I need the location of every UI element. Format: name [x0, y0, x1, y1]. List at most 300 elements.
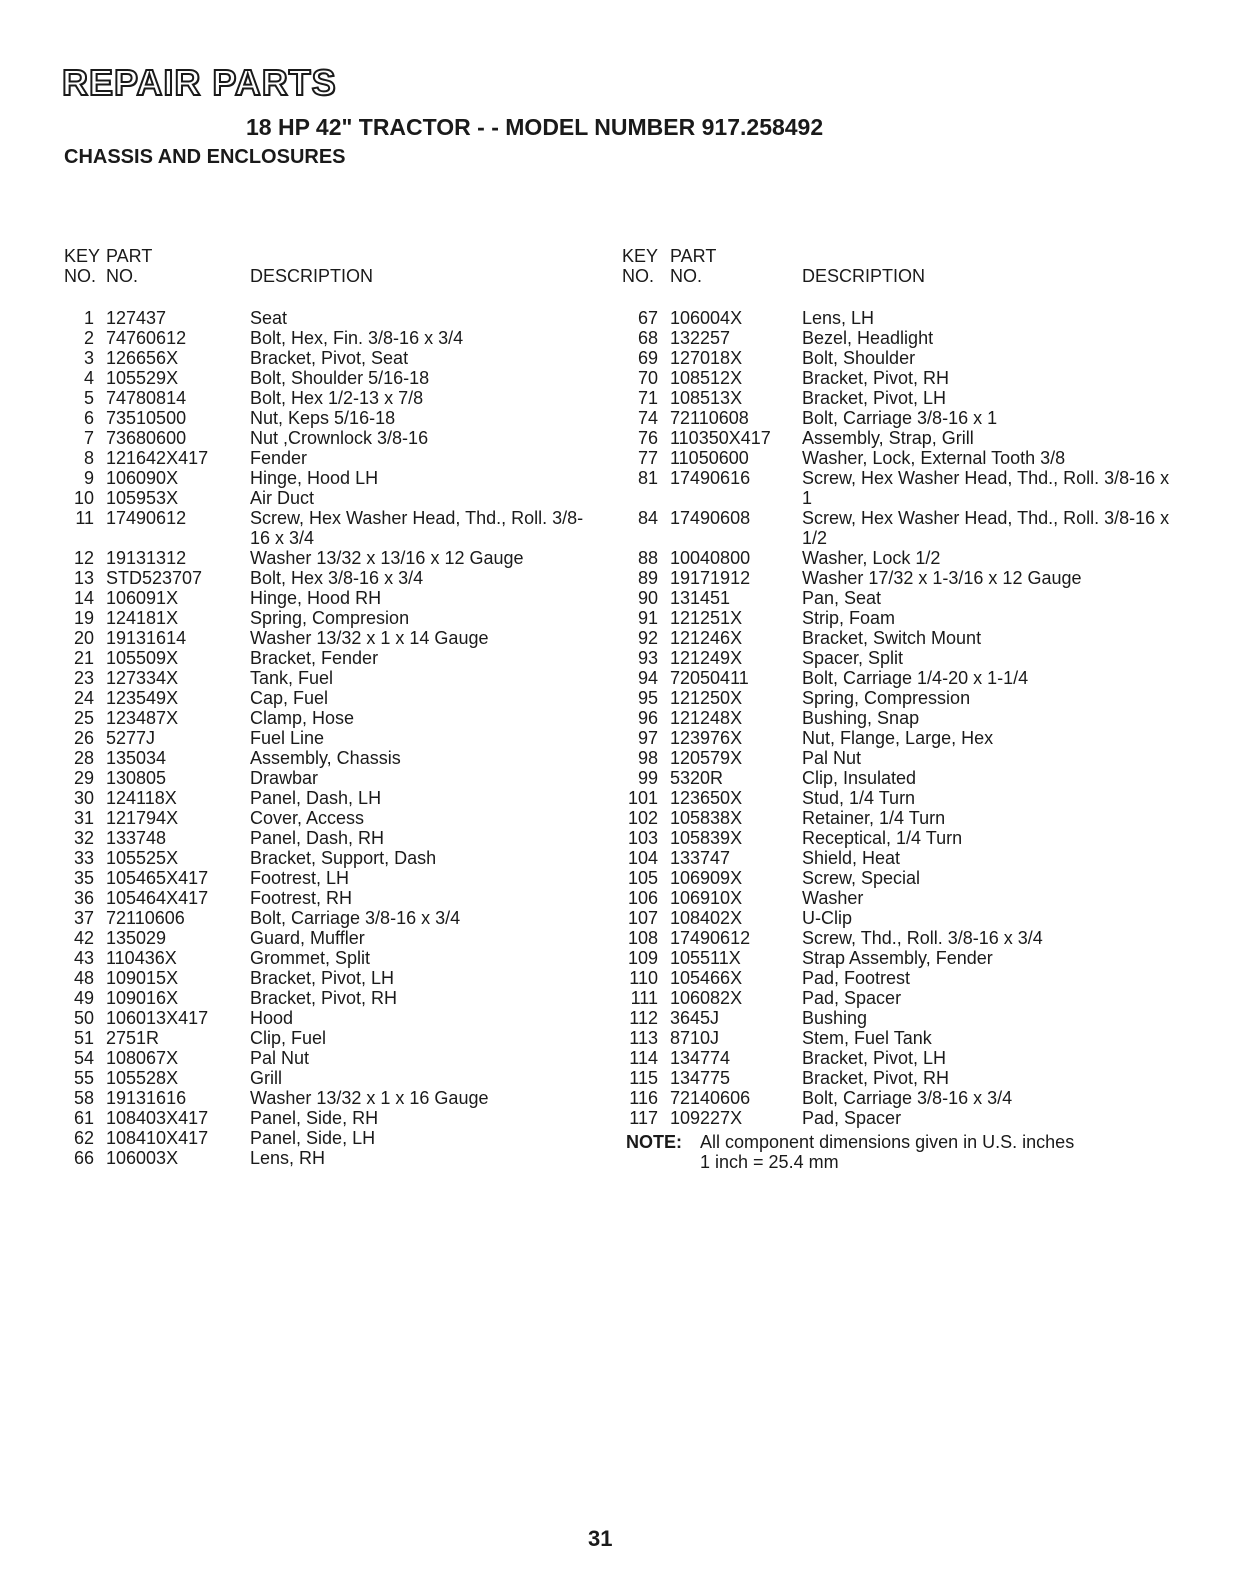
- part-description: Strip, Foam: [802, 608, 896, 628]
- key-number: 42: [73, 928, 94, 948]
- part-description: Lens, RH: [250, 1148, 326, 1168]
- table-row: [64, 648, 624, 668]
- part-number: 19171912: [670, 568, 751, 588]
- key-number: 108: [627, 928, 658, 948]
- table-row: [64, 708, 624, 728]
- key-number: 11: [75, 508, 94, 528]
- key-number: 58: [73, 1088, 94, 1108]
- part-number: 106090X: [106, 468, 179, 488]
- part-description: Bolt, Carriage 3/8-16 x 1: [802, 408, 998, 428]
- table-row: [622, 548, 1182, 568]
- key-number: 29: [73, 768, 94, 788]
- part-description: Hood: [250, 1008, 294, 1028]
- table-row: [622, 948, 1182, 968]
- key-number: 10: [73, 488, 94, 508]
- part-number: 120579X: [670, 748, 743, 768]
- parts-list-right: [622, 308, 1182, 1128]
- part-description: Panel, Side, RH: [250, 1108, 379, 1128]
- part-number: 17490608: [670, 508, 751, 528]
- table-row: [622, 388, 1182, 408]
- table-row: [622, 308, 1182, 328]
- part-description: Clamp, Hose: [250, 708, 355, 728]
- part-number: 134775: [670, 1068, 731, 1088]
- key-number: 23: [73, 668, 94, 688]
- table-row: [64, 1088, 624, 1108]
- key-number: 4: [83, 368, 94, 388]
- part-number: 108513X: [670, 388, 743, 408]
- part-description: Pal Nut: [250, 1048, 310, 1068]
- part-number: 133748: [106, 828, 167, 848]
- key-number: 103: [627, 828, 658, 848]
- table-row: [64, 1048, 624, 1068]
- part-description: Stud, 1/4 Turn: [802, 788, 916, 808]
- table-row: [622, 988, 1182, 1008]
- part-number: 106091X: [106, 588, 179, 608]
- part-number: 110436X: [106, 948, 177, 968]
- part-number: 127018X: [670, 348, 743, 368]
- part-number: 124118X: [106, 788, 177, 808]
- part-number: 131451: [670, 588, 731, 608]
- table-row: [622, 868, 1182, 888]
- part-description: Stem, Fuel Tank: [802, 1028, 932, 1048]
- key-number: 35: [73, 868, 94, 888]
- table-row: [64, 468, 624, 488]
- part-description: Bracket, Pivot, RH: [250, 988, 398, 1008]
- part-number: 106003X: [106, 1148, 179, 1168]
- key-number: 92: [637, 628, 658, 648]
- part-description: Hinge, Hood LH: [250, 468, 379, 488]
- key-number: 111: [630, 988, 658, 1008]
- table-row: [64, 688, 624, 708]
- part-number: 74760612: [106, 328, 187, 348]
- header-key-no: NO.: [64, 266, 97, 286]
- table-row: [64, 828, 624, 848]
- key-number: 32: [73, 828, 94, 848]
- key-number: 54: [73, 1048, 94, 1068]
- part-number: 10040800: [670, 548, 751, 568]
- part-number: 123976X: [670, 728, 743, 748]
- header-part-no: NO.: [670, 266, 703, 286]
- key-number: 3: [83, 348, 94, 368]
- page-number: 31: [588, 1526, 613, 1551]
- part-description: Bolt, Hex, Fin. 3/8-16 x 3/4: [250, 328, 464, 348]
- key-number: 49: [73, 988, 94, 1008]
- part-description: Cap, Fuel: [250, 688, 329, 708]
- table-row: [64, 408, 624, 428]
- part-number: 5320R: [670, 768, 724, 788]
- part-description: Nut, Flange, Large, Hex: [802, 728, 994, 748]
- table-row: [622, 668, 1182, 688]
- key-number: 84: [637, 508, 658, 528]
- part-number: 127437: [106, 308, 167, 328]
- key-number: 69: [637, 348, 658, 368]
- key-number: 30: [73, 788, 94, 808]
- part-number: 123549X: [106, 688, 179, 708]
- key-number: 24: [73, 688, 94, 708]
- table-row: [64, 328, 624, 348]
- table-row: [64, 568, 624, 588]
- part-number: 123487X: [106, 708, 179, 728]
- part-description: Grill: [250, 1068, 282, 1088]
- part-number: 19131616: [106, 1088, 187, 1108]
- table-row: [64, 428, 624, 448]
- header-key: KEY: [622, 246, 659, 266]
- part-number: 2751R: [106, 1028, 160, 1048]
- table-row: [64, 488, 624, 508]
- part-description: Tank, Fuel: [250, 668, 334, 688]
- part-description: Drawbar: [250, 768, 319, 788]
- part-number: 121250X: [670, 688, 743, 708]
- part-description: Washer: [802, 888, 864, 908]
- key-number: 102: [627, 808, 658, 828]
- part-description: Fender: [250, 448, 308, 468]
- model-title: 18 HP 42" TRACTOR - - MODEL NUMBER 917.258492: [246, 114, 824, 140]
- part-number: 108067X: [106, 1048, 179, 1068]
- table-row: [64, 908, 624, 928]
- part-number: 130805: [106, 768, 167, 788]
- table-row: [622, 728, 1182, 748]
- key-number: 7: [83, 428, 94, 448]
- part-number: 106082X: [670, 988, 743, 1008]
- key-number: 19: [73, 608, 94, 628]
- part-number: 105465X417: [106, 868, 209, 888]
- table-row: [622, 688, 1182, 708]
- key-number: 101: [627, 788, 658, 808]
- part-description: Screw, Special: [802, 868, 921, 888]
- table-row: [622, 1108, 1182, 1128]
- table-row: [64, 668, 624, 688]
- part-description: Pan, Seat: [802, 588, 882, 608]
- part-description: Washer 13/32 x 1 x 14 Gauge: [250, 628, 489, 648]
- part-number: 135034: [106, 748, 167, 768]
- header-description: DESCRIPTION: [802, 266, 926, 286]
- key-number: 48: [73, 968, 94, 988]
- part-description: Bracket, Support, Dash: [250, 848, 437, 868]
- part-description: Bolt, Shoulder: [802, 348, 916, 368]
- part-number: 72110606: [106, 908, 185, 928]
- part-number: 17490612: [670, 928, 751, 948]
- part-description: Hinge, Hood RH: [250, 588, 382, 608]
- key-number: 6: [83, 408, 94, 428]
- table-row: [64, 748, 624, 768]
- part-description: U-Clip: [802, 908, 853, 928]
- part-number: 8710J: [670, 1028, 720, 1048]
- part-description: Panel, Side, LH: [250, 1128, 376, 1148]
- part-description: Washer 13/32 x 1 x 16 Gauge: [250, 1088, 489, 1108]
- table-row: [64, 608, 624, 628]
- table-row: [64, 888, 624, 908]
- key-number: 14: [73, 588, 94, 608]
- part-description: Grommet, Split: [250, 948, 371, 968]
- table-row: [622, 608, 1182, 628]
- table-row: [64, 788, 624, 808]
- table-row: [622, 768, 1182, 788]
- part-number: 11050600: [670, 448, 749, 468]
- part-description: Retainer, 1/4 Turn: [802, 808, 946, 828]
- part-description: Bolt, Hex 1/2-13 x 7/8: [250, 388, 424, 408]
- header-part: PART: [106, 246, 153, 266]
- parts-column-right: [622, 246, 1182, 1172]
- key-number: 93: [637, 648, 658, 668]
- key-number: 28: [73, 748, 94, 768]
- part-description: Bracket, Pivot, LH: [802, 1048, 947, 1068]
- part-description: Shield, Heat: [802, 848, 901, 868]
- dimension-note: [622, 1132, 1182, 1172]
- part-number: 105525X: [106, 848, 179, 868]
- key-number: 21: [73, 648, 94, 668]
- table-row: [64, 588, 624, 608]
- part-number: 108512X: [670, 368, 743, 388]
- part-number: 74780814: [106, 388, 187, 408]
- table-row: [622, 828, 1182, 848]
- part-number: 105839X: [670, 828, 743, 848]
- part-number: 127334X: [106, 668, 179, 688]
- table-row: [64, 988, 624, 1008]
- table-row: [64, 948, 624, 968]
- key-number: 99: [637, 768, 658, 788]
- part-description: Seat: [250, 308, 288, 328]
- key-number: 90: [637, 588, 658, 608]
- key-number: 97: [637, 728, 658, 748]
- part-description: Nut, Keps 5/16-18: [250, 408, 396, 428]
- part-number: 105466X: [670, 968, 743, 988]
- part-number: 105953X: [106, 488, 179, 508]
- part-number: 109016X: [106, 988, 179, 1008]
- table-row: [64, 1028, 624, 1048]
- part-number: 105509X: [106, 648, 179, 668]
- table-row: [622, 1008, 1182, 1028]
- part-description: Pad, Spacer: [802, 988, 902, 1008]
- part-number: 73510500: [106, 408, 187, 428]
- part-description: Bracket, Pivot, RH: [802, 368, 950, 388]
- part-number: 3645J: [670, 1008, 720, 1028]
- table-row: [622, 408, 1182, 428]
- table-row: [64, 868, 624, 888]
- key-number: 95: [637, 688, 658, 708]
- part-description: Assembly, Strap, Grill: [802, 428, 974, 448]
- table-row: [64, 348, 624, 368]
- part-description: Panel, Dash, RH: [250, 828, 385, 848]
- column-header: [64, 246, 624, 292]
- key-number: 9: [83, 468, 94, 488]
- key-number: 61: [73, 1108, 94, 1128]
- part-description: Washer 17/32 x 1-3/16 x 12 Gauge: [802, 568, 1082, 588]
- table-row: [622, 848, 1182, 868]
- header-part: PART: [670, 246, 717, 266]
- part-number: 106013X417: [106, 1008, 209, 1028]
- part-description: Fuel Line: [250, 728, 325, 748]
- table-row: [622, 468, 1182, 508]
- key-number: 62: [73, 1128, 94, 1148]
- table-row: [64, 508, 624, 548]
- section-title: CHASSIS AND ENCLOSURES: [64, 146, 346, 168]
- table-row: [622, 328, 1182, 348]
- part-number: 110350X417: [670, 428, 771, 448]
- part-description: Lens, LH: [802, 308, 875, 328]
- header-description: DESCRIPTION: [250, 266, 374, 286]
- table-row: [64, 368, 624, 388]
- table-row: [622, 1048, 1182, 1068]
- key-number: 81: [637, 468, 658, 488]
- part-description: Spacer, Split: [802, 648, 904, 668]
- part-description: Bolt, Carriage 3/8-16 x 3/4: [802, 1088, 1013, 1108]
- part-number: 19131614: [106, 628, 187, 648]
- part-description: Assembly, Chassis: [250, 748, 401, 768]
- part-description: Washer, Lock, External Tooth 3/8: [802, 448, 1066, 468]
- part-number: 121248X: [670, 708, 743, 728]
- part-number: 132257: [670, 328, 731, 348]
- key-number: 5: [83, 388, 94, 408]
- parts-column-left: [64, 246, 624, 1168]
- part-description: Bracket, Pivot, Seat: [250, 348, 409, 368]
- part-description: Bezel, Headlight: [802, 328, 934, 348]
- key-number: 13: [73, 568, 94, 588]
- part-number: 133747: [670, 848, 731, 868]
- table-row: [622, 368, 1182, 388]
- table-row: [622, 888, 1182, 908]
- key-number: 55: [73, 1068, 94, 1088]
- part-number: 121249X: [670, 648, 743, 668]
- table-row: [64, 308, 624, 328]
- part-number: 105838X: [670, 808, 743, 828]
- part-number: 105464X417: [106, 888, 209, 908]
- table-row: [64, 928, 624, 948]
- table-row: [622, 748, 1182, 768]
- table-row: [64, 1148, 624, 1168]
- part-number: 5277J: [106, 728, 156, 748]
- key-number: 68: [637, 328, 658, 348]
- page-title: REPAIR PARTS: [62, 62, 337, 103]
- table-row: [622, 348, 1182, 368]
- table-row: [64, 1068, 624, 1088]
- table-row: [622, 1068, 1182, 1088]
- part-description: Pal Nut: [802, 748, 862, 768]
- column-header: [622, 246, 1182, 292]
- table-row: [64, 1008, 624, 1028]
- part-number: 124181X: [106, 608, 179, 628]
- table-row: [622, 928, 1182, 948]
- key-number: 12: [73, 548, 94, 568]
- part-description: Bracket, Switch Mount: [802, 628, 982, 648]
- table-row: [64, 1128, 624, 1148]
- key-number: 2: [83, 328, 94, 348]
- part-description: Receptical, 1/4 Turn: [802, 828, 963, 848]
- part-number: 106910X: [670, 888, 743, 908]
- note-text: All component dimensions given in U.S. inches: [700, 1132, 1075, 1152]
- part-number: 126656X: [106, 348, 179, 368]
- part-number: 106004X: [670, 308, 743, 328]
- part-number: 106909X: [670, 868, 743, 888]
- part-number: 135029: [106, 928, 167, 948]
- part-number: 73680600: [106, 428, 187, 448]
- part-description: Pad, Footrest: [802, 968, 911, 988]
- part-description: Washer, Lock 1/2: [802, 548, 941, 568]
- table-row: [622, 648, 1182, 668]
- key-number: 25: [73, 708, 94, 728]
- key-number: 67: [637, 308, 658, 328]
- part-description: Pad, Spacer: [802, 1108, 902, 1128]
- table-row: [622, 628, 1182, 648]
- part-number: 17490616: [670, 468, 751, 488]
- key-number: 113: [629, 1028, 658, 1048]
- key-number: 115: [629, 1068, 658, 1088]
- part-number: 121246X: [670, 628, 743, 648]
- table-row: [64, 1108, 624, 1128]
- table-row: [622, 1028, 1182, 1048]
- key-number: 37: [73, 908, 94, 928]
- key-number: 33: [73, 848, 94, 868]
- key-number: 50: [73, 1008, 94, 1028]
- key-number: 89: [637, 568, 658, 588]
- table-row: [622, 428, 1182, 448]
- header-part-no: NO.: [106, 266, 139, 286]
- part-number: 72110608: [670, 408, 749, 428]
- part-description: Washer 13/32 x 13/16 x 12 Gauge: [250, 548, 524, 568]
- table-row: [622, 708, 1182, 728]
- part-description: Screw, Hex Washer Head, Thd., Roll. 3/8-16 x 1: [802, 468, 1170, 508]
- table-row: [622, 508, 1182, 548]
- part-description: Bolt, Hex 3/8-16 x 3/4: [250, 568, 424, 588]
- part-number: 72050411: [670, 668, 749, 688]
- key-number: 66: [73, 1148, 94, 1168]
- part-number: 105528X: [106, 1068, 179, 1088]
- key-number: 51: [73, 1028, 94, 1048]
- note-conversion: 1 inch = 25.4 mm: [700, 1152, 839, 1172]
- part-number: 121642X417: [106, 448, 209, 468]
- part-description: Bracket, Pivot, RH: [802, 1068, 950, 1088]
- part-description: Screw, Thd., Roll. 3/8-16 x 3/4: [802, 928, 1043, 948]
- part-number: 134774: [670, 1048, 731, 1068]
- key-number: 94: [637, 668, 658, 688]
- part-number: 19131312: [106, 548, 187, 568]
- table-row: [64, 768, 624, 788]
- part-number: 109015X: [106, 968, 179, 988]
- key-number: 36: [73, 888, 94, 908]
- part-description: Bracket, Fender: [250, 648, 379, 668]
- part-number: STD523707: [106, 568, 203, 588]
- part-description: Nut ,Crownlock 3/8-16: [250, 428, 429, 448]
- key-number: 26: [73, 728, 94, 748]
- part-description: Bracket, Pivot, LH: [802, 388, 947, 408]
- key-number: 70: [637, 368, 658, 388]
- part-description: Bushing, Snap: [802, 708, 920, 728]
- part-description: Screw, Hex Washer Head, Thd., Roll. 3/8-16 x 1/2: [802, 508, 1170, 548]
- part-description: Bushing: [802, 1008, 868, 1028]
- part-description: Spring, Compresion: [250, 608, 410, 628]
- table-row: [622, 568, 1182, 588]
- key-number: 1: [83, 308, 94, 328]
- part-description: Guard, Muffler: [250, 928, 365, 948]
- table-row: [64, 388, 624, 408]
- part-description: Clip, Fuel: [250, 1028, 327, 1048]
- key-number: 117: [629, 1108, 658, 1128]
- part-number: 105529X: [106, 368, 179, 388]
- table-row: [64, 848, 624, 868]
- header-key-no: NO.: [622, 266, 655, 286]
- part-number: 121251X: [670, 608, 743, 628]
- key-number: 74: [637, 408, 658, 428]
- key-number: 98: [637, 748, 658, 768]
- key-number: 114: [629, 1048, 658, 1068]
- part-description: Bolt, Carriage 3/8-16 x 3/4: [250, 908, 461, 928]
- key-number: 116: [629, 1088, 658, 1108]
- table-row: [622, 908, 1182, 928]
- part-number: 108402X: [670, 908, 743, 928]
- part-description: Bolt, Carriage 1/4-20 x 1-1/4: [802, 668, 1029, 688]
- key-number: 107: [627, 908, 658, 928]
- key-number: 104: [627, 848, 658, 868]
- table-row: [64, 728, 624, 748]
